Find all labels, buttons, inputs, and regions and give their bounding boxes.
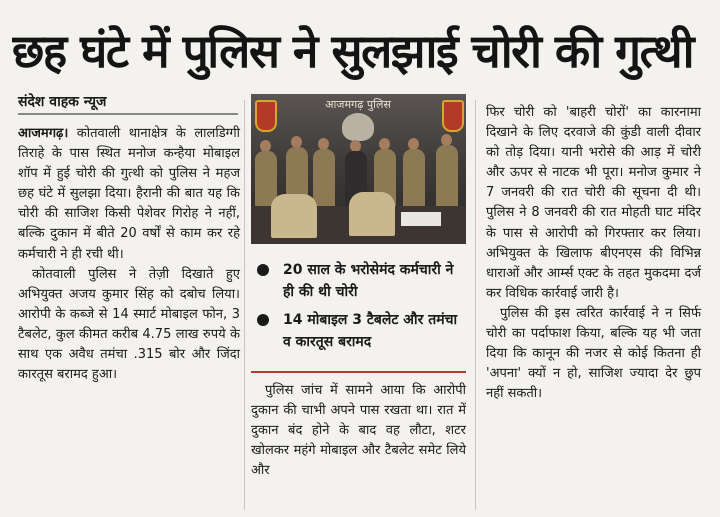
highlights <box>251 259 466 359</box>
highlights-divider <box>251 371 466 373</box>
dateline: आजमगढ़। <box>18 126 69 141</box>
paragraph-1 <box>18 124 240 265</box>
seated-officer <box>271 194 317 238</box>
highlight-text: 20 साल के भरोसेमंद कर्मचारी ने ही की थी चोरी <box>283 262 454 300</box>
article-column-2 <box>251 381 466 481</box>
byline-divider <box>18 113 238 115</box>
paragraph-3: पुलिस जांच में सामने आया कि आरोपी दुकान की चाभी अपने पास रखता था। रात में दुकान बंद होने के बाद वह लौटा, शटर खोलकर महंगे मोबाइल और टैबलेट समेट लिये और <box>251 383 466 479</box>
bullet-icon <box>257 264 269 276</box>
headline: छह घंटे में पुलिस ने सुलझाई चोरी की गुत्थी <box>12 24 694 78</box>
highlight-item <box>251 259 466 303</box>
photo-wall-sign: आजमगढ़ पुलिस <box>325 98 391 111</box>
paragraph-4: फिर चोरी को 'बाहरी चोरों' का कारनामा दिखाने के लिए दरवाजे की कुंडी वाली दीवार को तोड़ दिया। यानी भरोसे की आड़ में चोरी और ऊपर से नाटक भी पूरा। मनोज कुमार ने 7 जनवरी की रात चोरी की सूचना दी थी। पुलिस ने 8 जनवरी की रात मोहती घाट मंदिर के पास से आरोपी को गिरफ्तार कर लिया। अभियुक्त के खिलाफ बीएनएस की विभिन्न धाराओं और आर्म्स एक्ट के तहत मुकदमा दर्ज कर विधिक कार्रवाई जारी है। <box>486 105 701 301</box>
paragraph-2: कोतवाली पुलिस ने तेज़ी दिखाते हुए अभियुक्त अजय कुमार सिंह को दबोच लिया। आरोपी के कब्जे से 14 स्मार्ट मोबाइल फोन, 3 टैबलेट, कुल कीमत करीब 4.75 लाख रुपये के साथ एक अवैध तमंचा .315 बोर और जिंदा कारतूस बरामद हुआ। <box>18 266 240 383</box>
recovered-items <box>401 212 441 226</box>
bullet-icon <box>257 314 269 326</box>
press-conference-photo <box>251 94 466 244</box>
police-badge-right-icon <box>442 100 464 132</box>
seated-officer <box>349 192 395 236</box>
highlight-text: 14 मोबाइल 3 टैबलेट और तमंचा व कारतूस बरामद <box>283 312 458 350</box>
article-column-3 <box>486 103 701 404</box>
police-emblem-icon <box>342 113 374 141</box>
article-column-1 <box>18 124 240 385</box>
column-divider-right <box>475 100 476 510</box>
column-divider-left <box>244 100 245 510</box>
byline: संदेश वाहक न्यूज <box>18 94 107 110</box>
police-badge-left-icon <box>255 100 277 132</box>
highlight-item <box>251 309 466 353</box>
paragraph-1-text: कोतवाली थानाक्षेत्र के लालडिग्गी तिराहे के पास स्थित मनोज कन्हैया मोबाइल शॉप में हुई चोरी की गुत्थी को पुलिस ने महज छह घंटे में सुलझा दिया। हैरानी की बात यह कि चोरी की साजिश किसी पेशेवर गिरोह ने नहीं, बल्कि दुकान में बीते 20 वर्षों से काम कर रहे कर्मचारी ने ही रची थी। <box>18 126 240 262</box>
paragraph-5: पुलिस की इस त्वरित कार्रवाई ने न सिर्फ चोरी का पर्दाफाश किया, बल्कि यह भी जता दिया कि कानून की नजर से कोई कितना ही 'अपना' क्यों न हो, साजिश ज्यादा देर छुप नहीं सकती। <box>486 305 701 402</box>
